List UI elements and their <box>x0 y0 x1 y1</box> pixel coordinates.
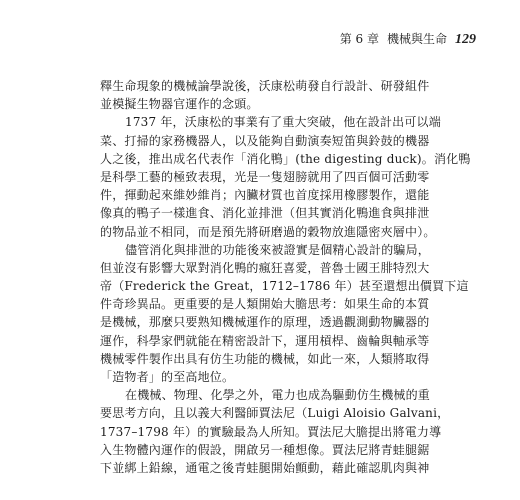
body-line: 但並沒有影響大眾對消化鴨的瘋狂喜愛，普魯士國王腓特烈大 <box>100 260 430 275</box>
body-line: 運作，科學家們就能在精密設計下，運用槓桿、齒輪與軸承等 <box>100 333 430 348</box>
body-line: 1737–1798 年）的實驗最為人所知。賈法尼大膽提出將電力導 <box>100 424 442 439</box>
body-line: 是科學工藝的極致表現，光是一隻翅膀就用了四百個可活動零 <box>100 169 430 184</box>
body-line: 入生物體內運作的假設，開啟另一種想像。賈法尼將青蛙腿鋸 <box>100 442 430 457</box>
body-line: 是機械，那麼只要熟知機械運作的原理，透過觀測動物臟器的 <box>100 315 430 330</box>
body-line: 「造物者」的至高地位。 <box>100 370 235 384</box>
body-line: 釋生命現象的機械論學說後，沃康松萌發自行設計、研發組件 <box>100 79 430 93</box>
body-line: 並模擬生物器官運作的念頭。 <box>100 97 259 112</box>
body-line: 件奇珍異品。更重要的是人類開始大膽思考：如果生命的本質 <box>100 297 430 312</box>
body-line: 件，揮動起來維妙維肖；內臟材質也首度採用橡膠製作，還能 <box>100 188 430 203</box>
running-header <box>340 30 476 48</box>
body-line: 要思考方向，且以義大利醫師賈法尼（Luigi Aloisio Galvani， <box>100 406 450 421</box>
body-line: 像真的鴨子一樣進食、消化並排泄（但其實消化鴨進食與排泄 <box>100 206 430 221</box>
body-text <box>100 77 471 477</box>
paragraph-start-line: 1737 年，沃康松的事業有了重大突破，他在設計出可以端 <box>125 115 441 130</box>
paragraph-start-line: 儘管消化與排泄的功能後來被證實是個精心設計的騙局， <box>125 242 431 257</box>
body-line: 機械零件製作出具有仿生功能的機械，如此一來，人類將取得 <box>100 351 430 366</box>
chapter-title: 機械與生命 <box>386 32 447 46</box>
body-line: 菜、打掃的家務機器人，以及能夠自動演奏短笛與鈴鼓的機器 <box>100 133 430 148</box>
paragraph-start-line: 在機械、物理、化學之外，電力也成為驅動仿生機械的重 <box>125 388 431 403</box>
body-line: 的物品並不相同，而是預先將研磨過的穀物放進隱密夾層中）。 <box>100 224 436 239</box>
body-line: 下並綁上鉛線，通電之後青蛙腿開始顫動，藉此確認肌肉與神 <box>100 460 430 475</box>
body-line: 人之後，推出成名代表作「消化鴨」(the digesting duck)。消化鴨 <box>100 151 471 166</box>
chapter-label: 第 6 章 <box>339 32 379 46</box>
body-line: 帝（Frederick the Great，1712–1786 年）甚至還想出價買下這 <box>100 279 469 294</box>
page-number: 129 <box>455 32 476 47</box>
